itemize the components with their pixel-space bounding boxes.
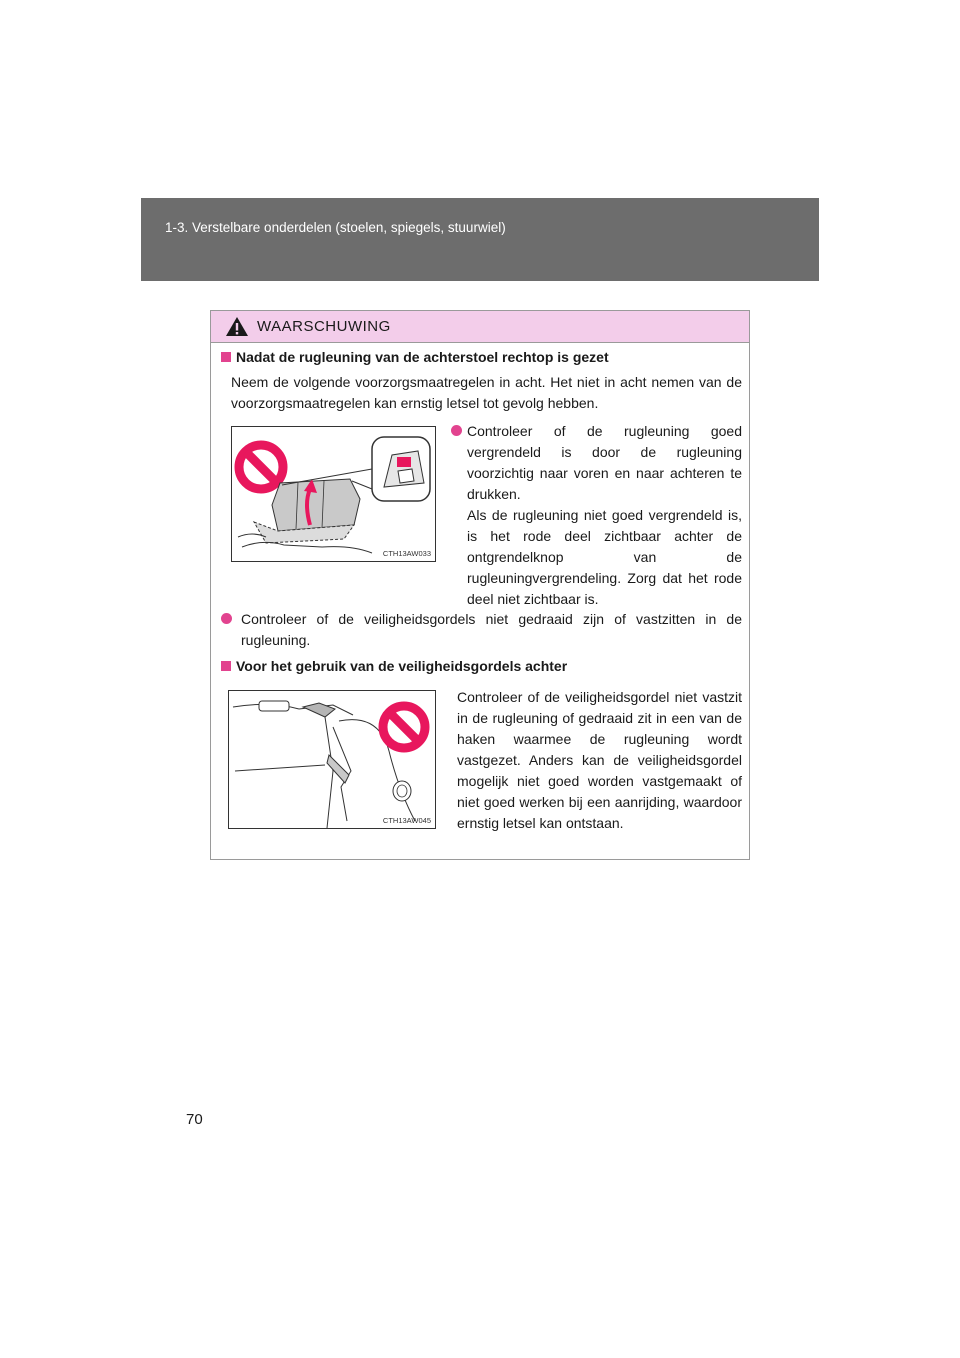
seatback-illustration — [232, 427, 435, 561]
figure-seatback-lock — [231, 426, 436, 562]
figure-code: CTH13AW045 — [382, 816, 431, 825]
bullet-seatback-check: Controleer of de rugleuning goed vergrendeld is door de rugleuning voorzichtig naar voren en naar achteren te drukken. Als de rugleuning niet goed vergrendeld is, is het rode deel zichtbaar achter de ontgrendelknop van de rugleuningvergrendeling. Zorg dat het rode deel niet zichtbaar is. — [451, 421, 742, 610]
prohibition-icon — [239, 445, 283, 489]
section-heading-1: Nadat de rugleuning van de achterstoel rechtop is gezet — [221, 348, 609, 366]
section-heading-2: Voor het gebruik van de veiligheidsgordels achter — [221, 657, 567, 675]
bullet-note: Als de rugleuning niet goed vergrendeld is, is het rode deel zichtbaar achter de ontgrendelknop van de rugleuningvergrendeling. Zorg dat het rode deel niet zichtbaar is. — [467, 507, 742, 607]
page-number: 70 — [186, 1111, 203, 1128]
chapter-title: 1-3. Verstelbare onderdelen (stoelen, spiegels, stuurwiel) — [165, 220, 506, 235]
seatbelt-illustration — [229, 691, 435, 828]
warning-header — [211, 311, 749, 343]
square-bullet-icon — [221, 661, 231, 671]
circle-bullet-icon — [221, 613, 232, 624]
warning-triangle-icon — [225, 316, 249, 337]
warning-title: WAARSCHUWING — [257, 318, 391, 335]
figure-code: CTH13AW033 — [382, 549, 431, 558]
figure-seatbelt — [228, 690, 436, 829]
seatbelt-paragraph: Controleer of de veiligheidsgordel niet vastzit in de rugleuning of gedraaid zit in een van de haken waarmee de rugleuning wordt vastgezet. Anders kan de veiligheidsgordel mogelijk niet goed worden vastgemaakt of niet goed werken bij een aanrijding, waardoor ernstig letsel kan ontstaan. — [457, 689, 742, 831]
square-bullet-icon — [221, 352, 231, 362]
circle-bullet-icon — [451, 425, 462, 436]
bullet-belt-check: Controleer of de veiligheidsgordels niet gedraaid zijn of vastzitten in de rugleuning. — [221, 609, 742, 651]
prohibition-icon — [383, 706, 425, 748]
chapter-header-band — [141, 198, 819, 281]
intro-paragraph: Neem de volgende voorzorgsmaatregelen in acht. Het niet in acht nemen van de voorzorgsmaatregelen kan ernstig letsel tot gevolg hebben. — [231, 374, 742, 411]
warning-box — [210, 310, 750, 860]
